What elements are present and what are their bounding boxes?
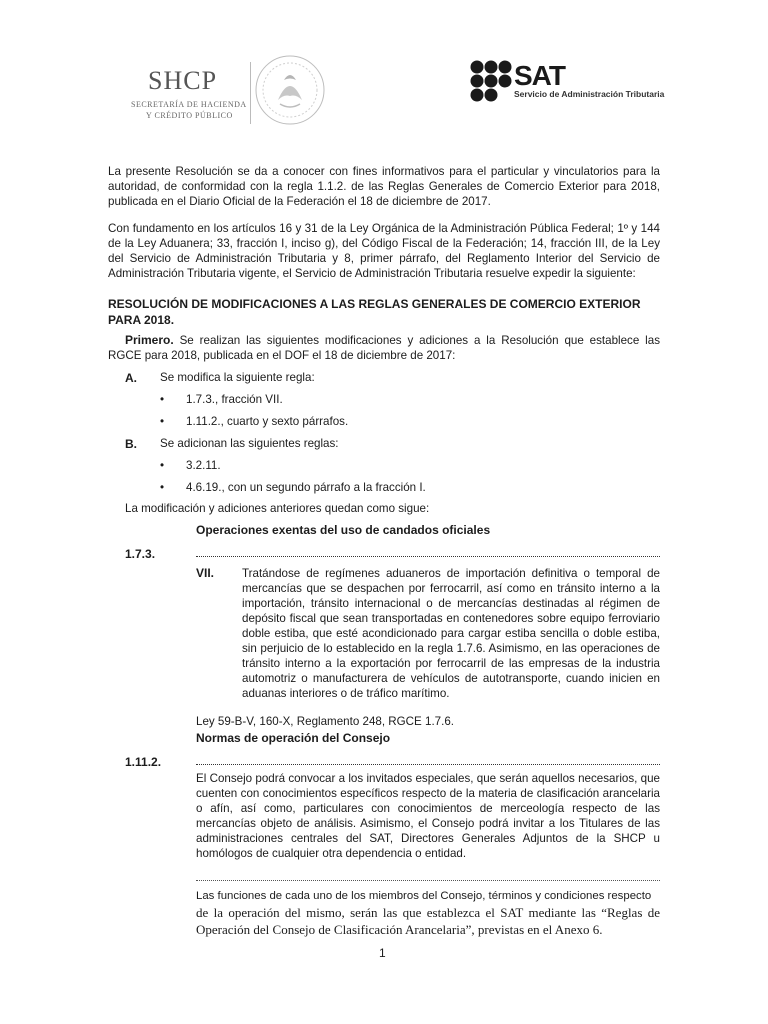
rule-173-reference: Ley 59-B-V, 160-X, Reglamento 248, RGCE 1.7.6. (196, 715, 454, 728)
sat-subtitle: Servicio de Administración Tributaria (514, 89, 665, 99)
shcp-subtitle-line2: Y CRÉDITO PÚBLICO (146, 111, 233, 120)
bullet-icon: • (160, 415, 165, 428)
section-b-text: Se adicionan las siguientes reglas: (160, 437, 339, 450)
shcp-subtitle-line1: SECRETARÍA DE HACIENDA (131, 100, 247, 109)
rule-1112-number: 1.11.2. (125, 755, 162, 769)
page-number: 1 (379, 946, 386, 960)
sat-title: SAT (514, 60, 565, 91)
bullet-icon: • (160, 459, 165, 472)
shcp-logo (128, 64, 248, 126)
dotted-separator (196, 880, 660, 881)
section-a-label: A. (125, 371, 137, 385)
bullet-icon: • (160, 481, 165, 494)
intro-paragraph-1: La presente Resolución se da a conocer con fines informativos para el particular y vinculatorios para la autoridad, de conformidad con la regla 1.1.2. de las Reglas Generales de Comercio Exterior para 2018, publicada en el Diario Oficial de la Federación el 18 de diciembre de 2017. (108, 165, 660, 208)
section-b-item-2: 4.6.19., con un segundo párrafo a la fracción I. (186, 481, 426, 494)
section-b-item-1: 3.2.11. (186, 459, 221, 472)
rule-173-text: Tratándose de regímenes aduaneros de importación definitiva o temporal de mercancías que se despachen por ferrocarril, así como en tránsito interno a la importación, tránsito internacional o de mercancías destinadas al régimen de depósito fiscal que sean transportadas en contenedores sobre equipo ferroviario doble estiba, que esté acondicionado para cargar estiba sencilla o doble estiba, sin perjuicio de lo establecido en la regla 1.7.6. Asimismo, en las operaciones de tránsito interno a la exportación por ferrocarril de las empresas de la industria automotriz o manufacturera de vehículos de autotransporte, cuando inicien en aduanas interiores o de tráfico marítimo. (242, 567, 660, 700)
sat-dots-icon (470, 60, 512, 102)
rule-1112-text: El Consejo podrá convocar a los invitados especiales, que serán aquellos necesarios, que cuenten con conocimientos específicos respecto de la materia de clasificación arancelaria o afín, así como, particulares con conocimientos de merceología respecto de las mercancías objeto de análisis. Asimismo, el Consejo podrá invitar a los Titulares de las administraciones centrales del SAT, Directores Generales Adjuntos de la SHCP u homólogos de cualquier otra dependencia o entidad. (196, 772, 660, 860)
national-seal-icon (250, 50, 330, 130)
primero-label: Primero. (125, 333, 174, 347)
dotted-leader (196, 556, 660, 557)
primero-text: Se realizan las siguientes modificaciones y adiciones a la Resolución que establece las RGCE para 2018, publicada en el DOF el 18 de diciembre de 2017: (108, 334, 660, 362)
rule-1112-paragraph-continuation: de la operación del mismo, serán las que establezca el SAT mediante las “Reglas de Operación del Consejo de Clasificación Arancelaria”, previstas en el Anexo 6. (196, 905, 660, 937)
section-a-item-1: 1.7.3., fracción VII. (186, 393, 283, 406)
rule-173-fraction: VII. (196, 566, 215, 580)
rule-173-heading: Operaciones exentas del uso de candados oficiales (196, 523, 491, 537)
resolution-title: RESOLUCIÓN DE MODIFICACIONES A LAS REGLAS GENERALES DE COMERCIO EXTERIOR PARA 2018. (108, 297, 641, 327)
primero-paragraph (108, 333, 660, 363)
shcp-title: SHCP (148, 66, 218, 95)
bullet-icon: • (160, 393, 165, 406)
closing-text: La modificación y adiciones anteriores quedan como sigue: (125, 502, 430, 515)
rule-1112-paragraph-line: Las funciones de cada uno de los miembros del Consejo, términos y condiciones respecto (196, 890, 652, 902)
rule-1112-heading: Normas de operación del Consejo (196, 731, 391, 745)
sat-logo (470, 60, 690, 110)
section-a-text: Se modifica la siguiente regla: (160, 371, 315, 384)
intro-paragraph-2: Con fundamento en los artículos 16 y 31 de la Ley Orgánica de la Administración Pública Federal; 1º y 144 de la Ley Aduanera; 33, fracción I, inciso g), del Código Fiscal de la Federación; 14, fracción III, de la Ley del Servicio de Administración Tributaria y 8, primer párrafo, del Reglamento Interior del Servicio de Administración Tributaria vigente, el Servicio de Administración Tributaria resuelve expedir la siguiente: (108, 222, 660, 280)
section-b-label: B. (125, 437, 137, 451)
section-a-item-2: 1.11.2., cuarto y sexto párrafos. (186, 415, 349, 428)
dotted-leader (196, 764, 660, 765)
rule-173-number: 1.7.3. (125, 547, 156, 561)
